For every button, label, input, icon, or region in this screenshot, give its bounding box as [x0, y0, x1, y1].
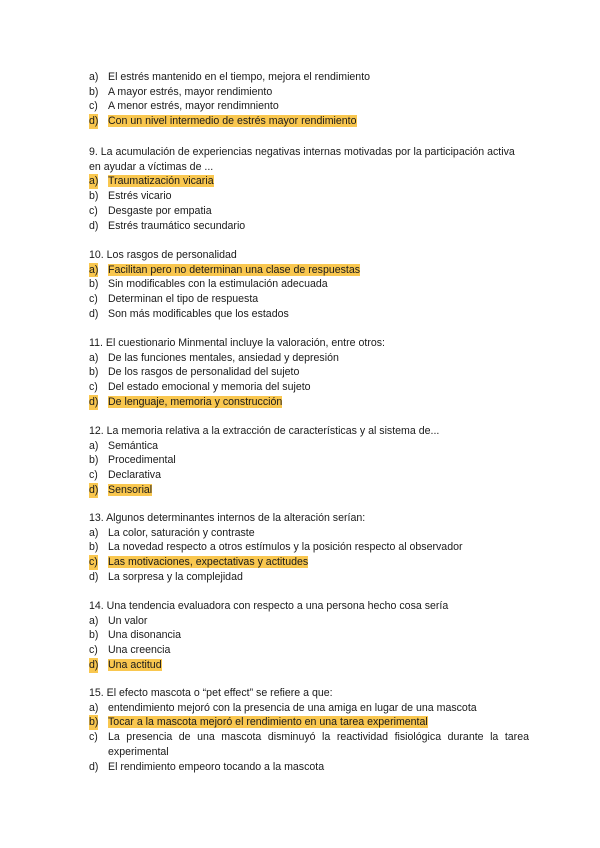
option-text: Declarativa — [108, 469, 161, 482]
question-9 — [89, 145, 529, 233]
option-d — [89, 307, 529, 322]
option-letter: a) — [89, 614, 99, 627]
option-letter: d) — [89, 219, 99, 232]
option-text: Estrés traumático secundario — [108, 219, 246, 232]
option-letter: b) — [89, 541, 99, 554]
option-letter: a) — [89, 701, 99, 714]
option-c — [89, 643, 529, 658]
option-letter: b) — [89, 629, 99, 642]
option-text: Sin modificables con la estimulación adecuada — [108, 278, 328, 291]
option-letter: b) — [89, 366, 99, 379]
option-c — [89, 292, 529, 307]
option-a — [89, 526, 529, 541]
option-b — [89, 277, 529, 292]
option-b — [89, 628, 529, 643]
option-text: La sorpresa y la complejidad — [108, 570, 243, 583]
highlighted-answer: Las motivaciones, expectativas y actitudes — [108, 556, 309, 569]
option-letter: c) — [89, 556, 98, 569]
option-letter: a) — [89, 263, 99, 276]
option-a — [89, 614, 529, 629]
option-text: De las funciones mentales, ansiedad y depresión — [108, 351, 339, 364]
question-stem: 15. El efecto mascota o “pet effect” se refiere a que: — [89, 687, 333, 699]
option-a — [89, 701, 529, 716]
option-text: A menor estrés, mayor rendimniento — [108, 100, 279, 113]
option-d — [89, 760, 529, 775]
option-b — [89, 189, 529, 204]
option-text: El estrés mantenido en el tiempo, mejora el rendimiento — [108, 71, 371, 83]
option-letter: c) — [89, 381, 98, 394]
option-a-correct — [89, 263, 529, 278]
question-15 — [89, 686, 529, 774]
option-letter: d) — [89, 483, 99, 496]
option-letter: c) — [89, 731, 98, 744]
highlighted-answer: Facilitan pero no determinan una clase de respuestas — [108, 263, 361, 276]
option-text: Del estado emocional y memoria del sujeto — [108, 381, 311, 394]
option-letter: a) — [89, 526, 99, 539]
question-11 — [89, 336, 529, 410]
option-b — [89, 453, 529, 468]
question-14 — [89, 599, 529, 673]
option-text: entendimiento mejoró con la presencia de una amiga en lugar de una mascota — [108, 701, 477, 714]
option-text: El rendimiento empeoro tocando a la mascota — [108, 760, 325, 773]
option-c — [89, 468, 529, 483]
question-stem: 13. Algunos determinantes internos de la alteración serían: — [89, 512, 366, 524]
option-d-correct — [89, 395, 529, 410]
question-13 — [89, 511, 529, 585]
option-text: A mayor estrés, mayor rendimiento — [108, 85, 273, 98]
option-text: La color, saturación y contraste — [108, 526, 255, 539]
question-10 — [89, 248, 529, 322]
option-text: Semántica — [108, 439, 159, 452]
option-a-correct — [89, 174, 529, 189]
option-letter: a) — [89, 71, 99, 83]
option-letter: c) — [89, 100, 98, 113]
option-text: Determinan el tipo de respuesta — [108, 293, 259, 306]
option-letter: d) — [89, 115, 99, 128]
option-letter: c) — [89, 204, 98, 217]
option-text: Una creencia — [108, 644, 171, 657]
option-text: Desgaste por empatia — [108, 204, 212, 217]
question-12 — [89, 424, 529, 498]
option-a — [89, 70, 529, 85]
option-letter: a) — [89, 175, 99, 188]
option-text: Un valor — [108, 614, 148, 627]
option-text: Una disonancia — [108, 629, 182, 642]
question-stem: 11. El cuestionario Minmental incluye la valoración, entre otros: — [89, 337, 385, 349]
highlighted-answer: Sensorial — [108, 483, 153, 496]
option-letter: d) — [89, 760, 99, 773]
option-b — [89, 540, 529, 555]
option-letter: b) — [89, 716, 99, 729]
option-letter: b) — [89, 454, 99, 467]
option-d — [89, 570, 529, 585]
highlighted-answer: De lenguaje, memoria y construcción — [108, 395, 283, 408]
option-letter: d) — [89, 658, 99, 671]
highlighted-answer: Con un nivel intermedio de estrés mayor rendimiento — [108, 115, 357, 128]
option-c — [89, 380, 529, 395]
question-stem: 14. Una tendencia evaluadora con respecto a una persona hecho cosa sería — [89, 600, 449, 612]
option-letter: c) — [89, 644, 98, 657]
option-d-correct — [89, 114, 529, 129]
option-text: La presencia de una mascota disminuyó la reactividad fisiológica durante la tarea experimental — [108, 731, 529, 758]
option-letter: d) — [89, 395, 99, 408]
option-text: De los rasgos de personalidad del sujeto — [108, 366, 300, 379]
option-a — [89, 351, 529, 366]
question-stem: 12. La memoria relativa a la extracción de características y al sistema de... — [89, 425, 440, 437]
option-a — [89, 439, 529, 454]
question-stem: 9. La acumulación de experiencias negativas internas motivadas por la participación activa en ayudar a víctimas de ... — [89, 146, 515, 173]
option-letter: b) — [89, 85, 99, 98]
option-b-correct — [89, 715, 529, 730]
option-letter: c) — [89, 469, 98, 482]
option-text: La novedad respecto a otros estímulos y la posición respecto al observador — [108, 541, 463, 554]
option-c-correct — [89, 555, 529, 570]
option-c — [89, 204, 529, 219]
option-text: Procedimental — [108, 454, 176, 467]
question-stem: 10. Los rasgos de personalidad — [89, 249, 237, 261]
option-d-correct — [89, 658, 529, 673]
option-letter: b) — [89, 190, 99, 203]
option-d — [89, 219, 529, 234]
option-letter: a) — [89, 439, 99, 452]
option-text: Son más modificables que los estados — [108, 307, 289, 320]
option-d-correct — [89, 483, 529, 498]
highlighted-answer: Tocar a la mascota mejoró el rendimiento en una tarea experimental — [108, 716, 428, 729]
option-letter: d) — [89, 307, 99, 320]
option-b — [89, 85, 529, 100]
option-letter: b) — [89, 278, 99, 291]
question-8 — [89, 70, 529, 129]
option-text: Estrés vicario — [108, 190, 172, 203]
option-c — [89, 730, 529, 759]
option-c — [89, 99, 529, 114]
option-b — [89, 365, 529, 380]
option-letter: a) — [89, 351, 99, 364]
highlighted-answer: Traumatización vicaria — [108, 175, 214, 188]
option-letter: d) — [89, 570, 99, 583]
highlighted-answer: Una actitud — [108, 658, 162, 671]
option-letter: c) — [89, 293, 98, 306]
